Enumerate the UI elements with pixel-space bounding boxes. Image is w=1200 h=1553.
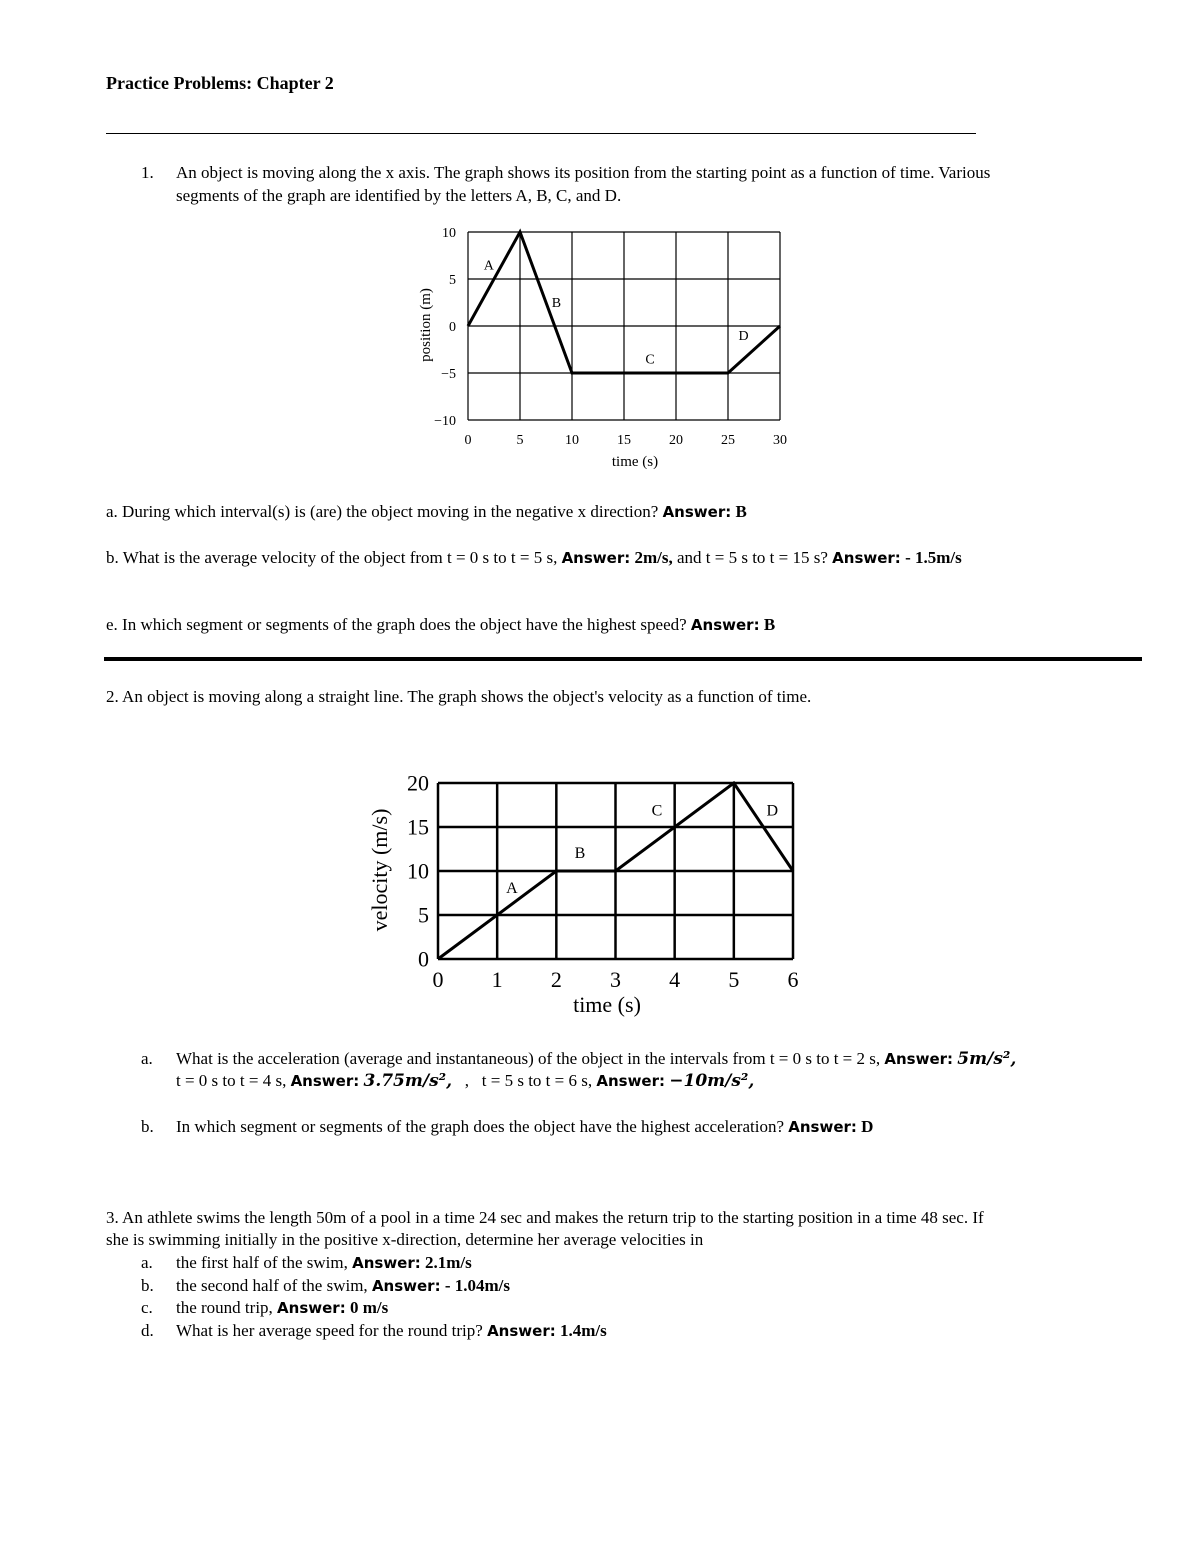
q3c-answer: 0 m/s (349, 1298, 389, 1317)
q2a-line2 (176, 1071, 754, 1091)
c1-y-tick-label: 0 (449, 319, 456, 335)
chart1-x-ticks (465, 433, 788, 448)
c1-segment-label: B (551, 296, 562, 312)
chart2-y-ticks (407, 771, 429, 972)
velocity-time-chart (365, 765, 810, 1025)
c2-segment-label: B (574, 844, 586, 862)
q1b-answer-2: - 1.5m/s (905, 548, 962, 567)
q2a-answer-3: −10m/s², (669, 1071, 755, 1091)
q1b-prefix: b. (106, 548, 119, 567)
q3c-text: the round trip, (176, 1298, 273, 1317)
q3a-answer: 2.1m/s (425, 1253, 472, 1272)
q3-line1: 3. An athlete swims the length 50m of a pool in a time 24 sec and makes the return trip to the starting position in a time 48 sec. If (106, 1208, 984, 1227)
c2-x-tick-label: 5 (728, 967, 740, 992)
q1a-answer: B (735, 502, 747, 521)
q2a-text1: What is the acceleration (average and instantaneous) of the object in the intervals from t = 0 s to t = 2 s, (176, 1049, 881, 1068)
c1-x-tick-label: 20 (669, 433, 683, 448)
c1-x-tick-label: 5 (516, 433, 524, 448)
q3b-answer: - 1.04m/s (444, 1276, 511, 1295)
q1e (106, 615, 775, 635)
q1-text-line1: An object is moving along the x axis. The graph shows its position from the starting point as a function of time. Various (176, 163, 991, 182)
q3c-answer-label: Answer: (277, 1299, 346, 1317)
q2a-answer-label-2: Answer: (290, 1072, 360, 1090)
q3a-text: the first half of the swim, (176, 1253, 348, 1272)
q3-line2: she is swimming initially in the positive x-direction, determine her average velocities in (106, 1230, 704, 1249)
c2-x-tick-label: 0 (432, 967, 444, 992)
q3d-answer-label: Answer: (487, 1322, 556, 1340)
q2b-answer: D (861, 1117, 874, 1136)
c2-x-tick-label: 4 (669, 967, 681, 992)
c2-y-tick-label: 5 (418, 902, 429, 928)
q1e-prefix: e. (106, 615, 118, 634)
q1-text-line2: segments of the graph are identified by the letters A, B, C, and D. (176, 186, 622, 205)
q2a-answer-label-1: Answer: (884, 1050, 954, 1068)
c2-segment-label: C (651, 802, 663, 820)
chart2-y-axis-label: velocity (m/s) (367, 808, 392, 932)
c2-x-tick-label: 1 (491, 967, 503, 992)
c2-y-tick-label: 10 (407, 858, 429, 884)
q1e-answer: B (763, 615, 776, 634)
q1b (106, 548, 962, 568)
q2a-prefix: a. (141, 1049, 153, 1068)
section-divider (104, 657, 1142, 661)
c1-x-tick-label: 30 (773, 433, 787, 448)
c1-segment-label: A (483, 258, 494, 274)
q2a-answer-label-3: Answer: (596, 1072, 666, 1090)
c1-x-tick-label: 0 (464, 433, 472, 448)
q3b (176, 1276, 510, 1296)
q1-number: 1. (141, 163, 154, 182)
q3b-answer-label: Answer: (371, 1277, 441, 1295)
c1-y-tick-label: 10 (442, 225, 456, 241)
q2a-line1 (176, 1049, 1016, 1069)
page-title: Practice Problems: Chapter 2 (106, 73, 334, 93)
q1a-answer-label: Answer: (662, 503, 732, 521)
q2a-text3: t = 5 s to t = 6 s, (481, 1071, 593, 1090)
q3c (176, 1298, 388, 1318)
q2a-separator: , (464, 1071, 470, 1090)
q2a-text2: t = 0 s to t = 4 s, (176, 1071, 287, 1090)
c1-x-tick-label: 10 (565, 433, 579, 448)
q2-text: 2. An object is moving along a straight line. The graph shows the object's velocity as a function of time. (106, 687, 812, 706)
q1b-text2: and t = 5 s to t = 15 s? (676, 548, 828, 567)
q3d-prefix: d. (141, 1321, 154, 1340)
q2a-answer-2: 3.75m/s², (363, 1071, 453, 1091)
q1e-answer-label: Answer: (690, 616, 760, 634)
position-time-chart (410, 220, 800, 475)
q3d-text: What is her average speed for the round trip? (176, 1321, 483, 1340)
q1a-prefix: a. (106, 502, 118, 521)
q3d-answer: 1.4m/s (559, 1321, 607, 1340)
q1a-text: During which interval(s) is (are) the object moving in the negative x direction? (122, 502, 659, 521)
chart2-x-ticks (433, 967, 799, 992)
title-divider (106, 133, 976, 134)
c2-segment-label: A (506, 880, 518, 897)
q1b-answer-label-1: Answer: (561, 549, 631, 567)
q2b-text: In which segment or segments of the graph does the object have the highest acceleration? (176, 1117, 785, 1136)
chart1-y-axis-label: position (m) (418, 288, 434, 362)
q3d (176, 1321, 607, 1341)
q1e-text: In which segment or segments of the graph does the object have the highest speed? (122, 615, 687, 634)
c1-y-tick-label: −10 (434, 413, 456, 429)
q1a (106, 502, 747, 522)
q2b-answer-label: Answer: (788, 1118, 857, 1136)
c1-y-tick-label: 5 (449, 272, 456, 288)
chart1-y-ticks (434, 226, 456, 429)
c1-segment-label: C (645, 352, 655, 368)
q3b-text: the second half of the swim, (176, 1276, 368, 1295)
q3c-prefix: c. (141, 1298, 153, 1317)
q3a (176, 1253, 472, 1273)
c2-y-tick-label: 15 (407, 814, 429, 840)
q3a-answer-label: Answer: (352, 1254, 421, 1272)
q3b-prefix: b. (141, 1276, 154, 1295)
c1-x-tick-label: 25 (721, 433, 735, 448)
c2-x-tick-label: 3 (610, 967, 621, 992)
q1b-text1: What is the average velocity of the object from t = 0 s to t = 5 s, (122, 548, 558, 567)
q2a-answer-1: 5m/s², (957, 1049, 1017, 1069)
chart1-x-axis-label: time (s) (611, 454, 659, 470)
c2-y-tick-label: 0 (418, 946, 429, 972)
chart1-grid (468, 232, 780, 420)
chart2-x-axis-label: time (s) (573, 992, 641, 1017)
c2-x-tick-label: 2 (550, 967, 562, 992)
c2-segment-label: D (766, 802, 779, 820)
q2b (176, 1117, 873, 1137)
chart1-segment-labels (484, 259, 749, 368)
q1b-answer-label-2: Answer: (832, 549, 901, 567)
c1-segment-label: D (738, 329, 749, 345)
q3a-prefix: a. (141, 1253, 153, 1272)
q2b-prefix: b. (141, 1117, 154, 1136)
c1-x-tick-label: 15 (617, 433, 631, 448)
c2-x-tick-label: 6 (787, 967, 799, 992)
c1-y-tick-label: −5 (441, 366, 456, 382)
c2-y-tick-label: 20 (407, 770, 429, 796)
q1b-answer-1: 2m/s, (634, 548, 673, 567)
